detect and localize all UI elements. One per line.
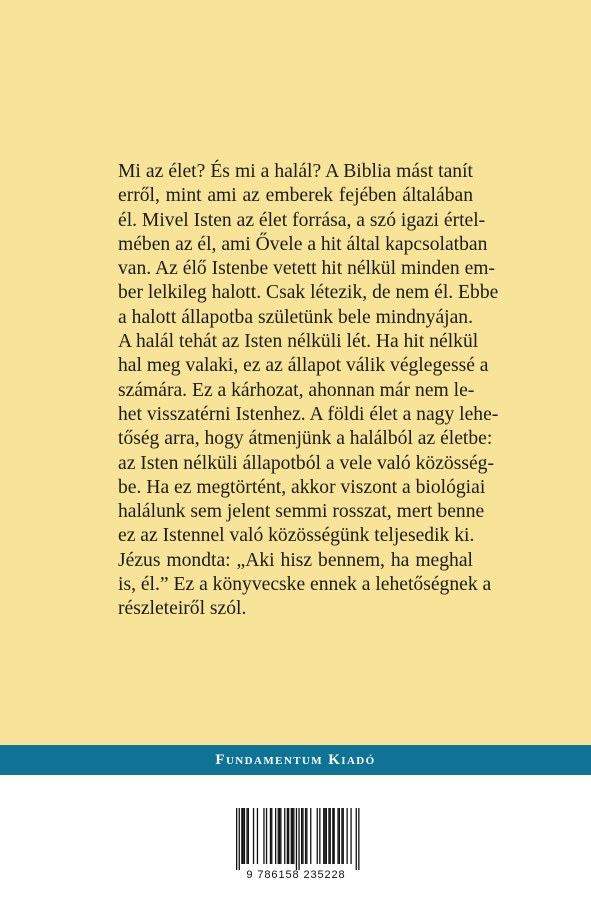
blurb-line: halálunk sem jelent semmi rosszat, mert benne	[118, 501, 485, 523]
blurb-line: A halál tehát az Isten nélküli lét. Ha hit nélkül	[118, 331, 479, 353]
barcode-bar	[332, 808, 333, 864]
barcode-bar	[305, 808, 306, 864]
barcode-bar	[263, 808, 264, 864]
barcode-bar	[292, 808, 293, 864]
barcode-bar	[310, 808, 311, 864]
barcode-bar	[343, 808, 344, 864]
barcode-bar	[241, 808, 242, 864]
blurb-line: az Isten nélküli állapotból a vele való közösség-	[118, 452, 494, 474]
blurb-line: be. Ha ez megtörtént, akkor viszont a biológiai	[118, 476, 486, 498]
barcode-bar	[358, 808, 359, 870]
barcode-bar	[319, 808, 320, 864]
barcode-bar	[236, 808, 237, 870]
barcode-bar	[293, 808, 294, 864]
barcode-bar	[347, 808, 348, 864]
blurb-line: él. Mivel Isten az élet forrása, a szó igazi értel-	[118, 209, 486, 231]
blurb-line: is, él.” Ez a könyvecske ennek a lehetőségnek a	[118, 574, 492, 596]
barcode-bar	[248, 808, 249, 864]
barcode-bar	[239, 808, 240, 870]
blurb-text	[118, 160, 499, 622]
barcode-bar	[284, 808, 285, 864]
blurb-line: tőség arra, hogy átmenjünk a halálból az életbe:	[118, 428, 493, 450]
barcode-bar	[298, 808, 299, 870]
isbn-barcode	[229, 808, 363, 880]
barcode-bar	[302, 808, 303, 864]
barcode-bar	[301, 808, 302, 864]
barcode-bar	[279, 808, 280, 864]
blurb-line: Jézus mondta: „Aki hisz bennem, ha meghal	[118, 549, 473, 571]
barcode-bar	[328, 808, 329, 864]
blurb-line: het visszatérni Istenhez. A földi élet a nagy lehe-	[118, 403, 499, 425]
barcode-bar	[330, 808, 331, 864]
barcode-bar	[356, 808, 357, 870]
blurb-line: ber lelkileg halott. Csak létezik, de nem él. Ebbe	[118, 282, 499, 304]
barcode-bar	[246, 808, 247, 864]
blurb-line: a halott állapotba születünk bele mindnyájan.	[118, 306, 473, 328]
barcode-bar	[253, 808, 254, 864]
blurb-line: részleteiről szól.	[118, 598, 247, 620]
barcode-bar	[271, 808, 272, 864]
barcode-bar	[350, 808, 351, 864]
publisher-band	[0, 745, 591, 775]
barcode-bar	[278, 808, 279, 864]
blurb-line: erről, mint ami az emberek fejében általában	[118, 185, 473, 207]
barcode-bar	[288, 808, 289, 864]
barcode-bar	[270, 808, 271, 864]
barcode-bar	[337, 808, 338, 864]
isbn-number: 9 786158 235228	[246, 869, 346, 881]
barcode-bar	[341, 808, 342, 864]
barcode-bar	[323, 808, 324, 864]
barcode-bar	[291, 808, 292, 864]
barcode-bar	[287, 808, 288, 864]
blurb-line: hal meg valaki, ez az állapot válik véglegessé a	[118, 355, 489, 377]
blurb-line: ez az Istennel való közösségünk teljesedik ki.	[118, 525, 475, 547]
barcode-bar	[324, 808, 325, 864]
barcode-bar	[334, 808, 335, 864]
barcode-icon	[229, 808, 363, 870]
barcode-bar	[306, 808, 307, 864]
barcode-bar	[266, 808, 267, 864]
blurb-line: mében az él, ami Ővele a hit által kapcsolatban	[118, 233, 488, 255]
barcode-bar	[339, 808, 340, 864]
barcode-bar	[280, 808, 281, 864]
barcode-bar	[244, 808, 245, 864]
barcode-bar	[296, 808, 297, 870]
blurb-line: Mi az élet? És mi a halál? A Biblia mást tanít	[118, 161, 473, 182]
barcode-bar	[275, 808, 276, 864]
barcode-bar	[257, 808, 258, 864]
barcode-bar	[326, 808, 327, 864]
barcode-bar	[243, 808, 244, 864]
publisher-name: Fundamentum Kiadó	[215, 751, 376, 768]
blurb-line: számára. Ez a kárhozat, ahonnan már nem le-	[118, 379, 475, 401]
barcode-bar	[317, 808, 318, 864]
blurb-line: van. Az élő Istenbe vetett hit nélkül minden em-	[118, 258, 496, 280]
